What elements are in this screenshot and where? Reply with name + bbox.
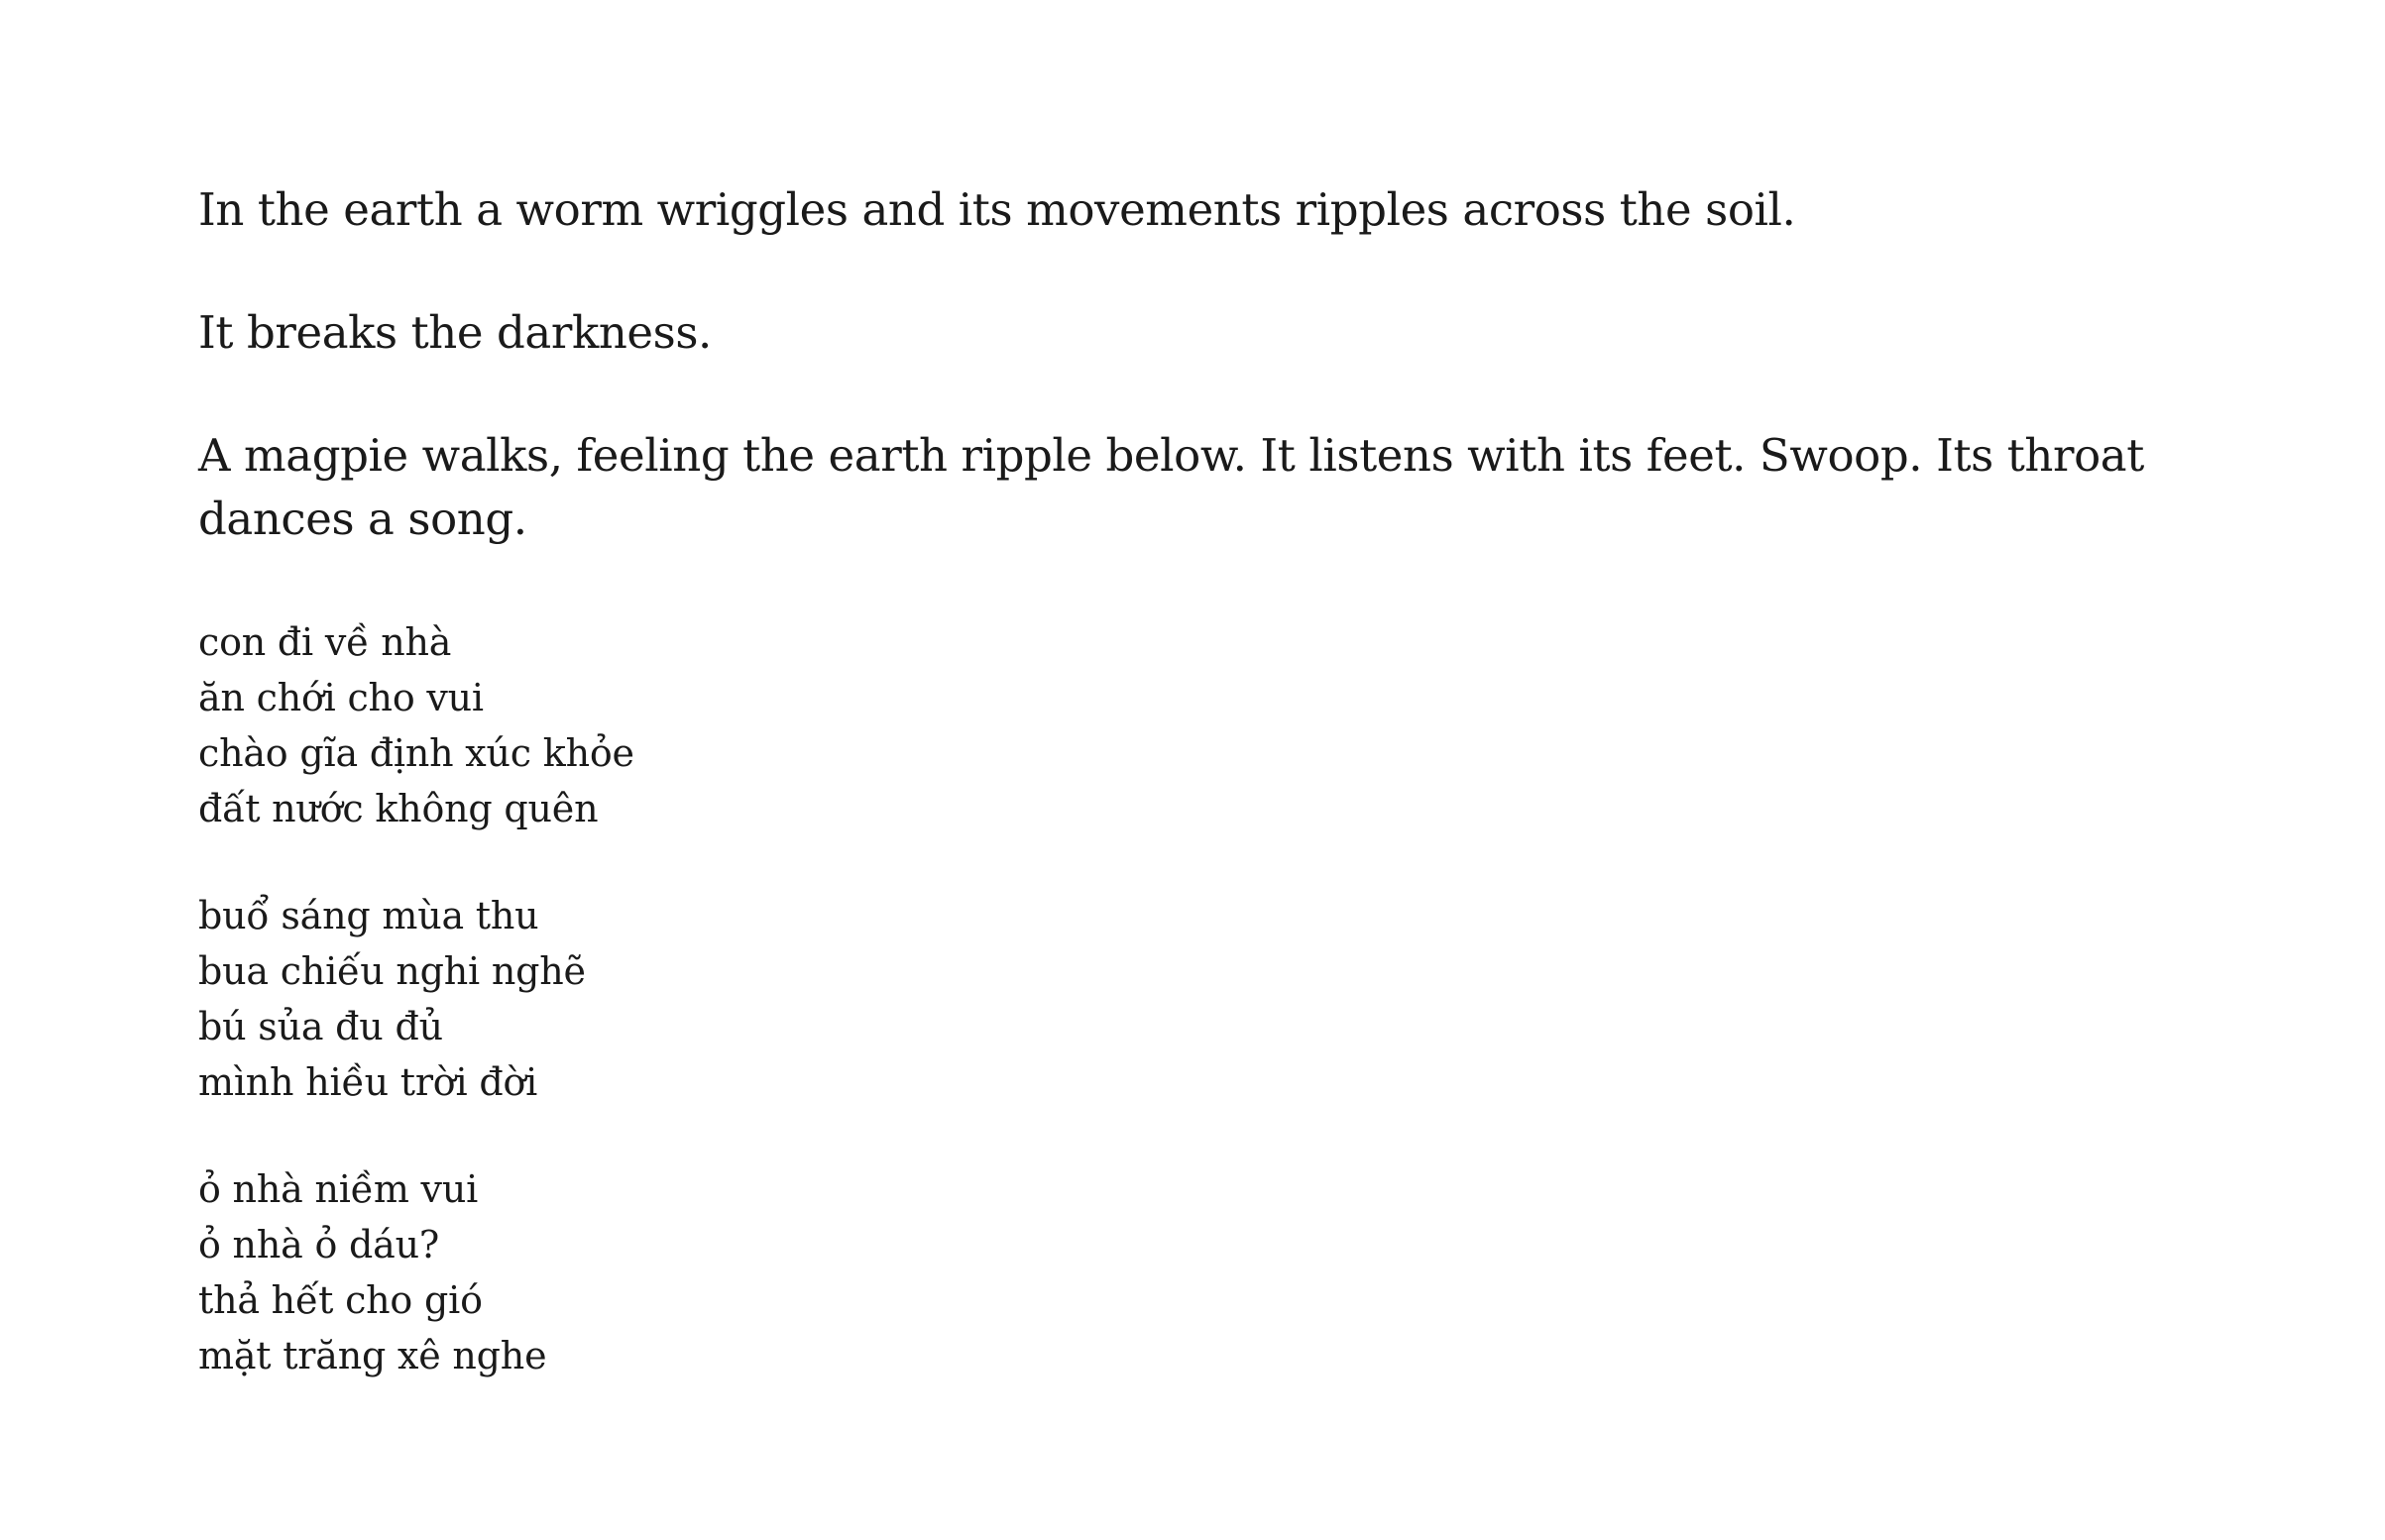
poem-line: bú sủa đu đủ xyxy=(198,1005,443,1048)
poem-stanza xyxy=(198,888,2230,1110)
prose-paragraph: It breaks the darkness. xyxy=(198,306,712,359)
poem-line: ỏ nhà niềm vui xyxy=(198,1167,479,1211)
poem-line: ỏ nhà ỏ dáu? xyxy=(198,1223,440,1266)
poem-line: thả hết cho gió xyxy=(198,1278,483,1322)
document-page xyxy=(198,178,2230,1383)
poem-line: mặt trăng xê nghe xyxy=(198,1334,547,1377)
poem-line: đất nước không quên xyxy=(198,787,599,830)
prose-paragraph: In the earth a worm wriggles and its movements ripples across the soil. xyxy=(198,183,1796,236)
poem-line: buổ sáng mùa thu xyxy=(198,894,539,937)
poem-line: bua chiếu nghi nghẽ xyxy=(198,949,586,993)
poem-line: ăn chới cho vui xyxy=(198,676,484,719)
prose-paragraph: A magpie walks, feeling the earth ripple below. It listens with its feet. Swoop. Its throat dances a song. xyxy=(198,429,2144,545)
poem-line: chào gĩa định xúc khỏe xyxy=(198,731,634,775)
poem-line: con đi về nhà xyxy=(198,620,452,664)
prose-section xyxy=(198,178,2230,551)
poem-stanza xyxy=(198,1161,2230,1383)
poem xyxy=(198,614,2230,1383)
poem-stanza xyxy=(198,614,2230,836)
poem-line: mình hiều trời đời xyxy=(198,1060,538,1104)
